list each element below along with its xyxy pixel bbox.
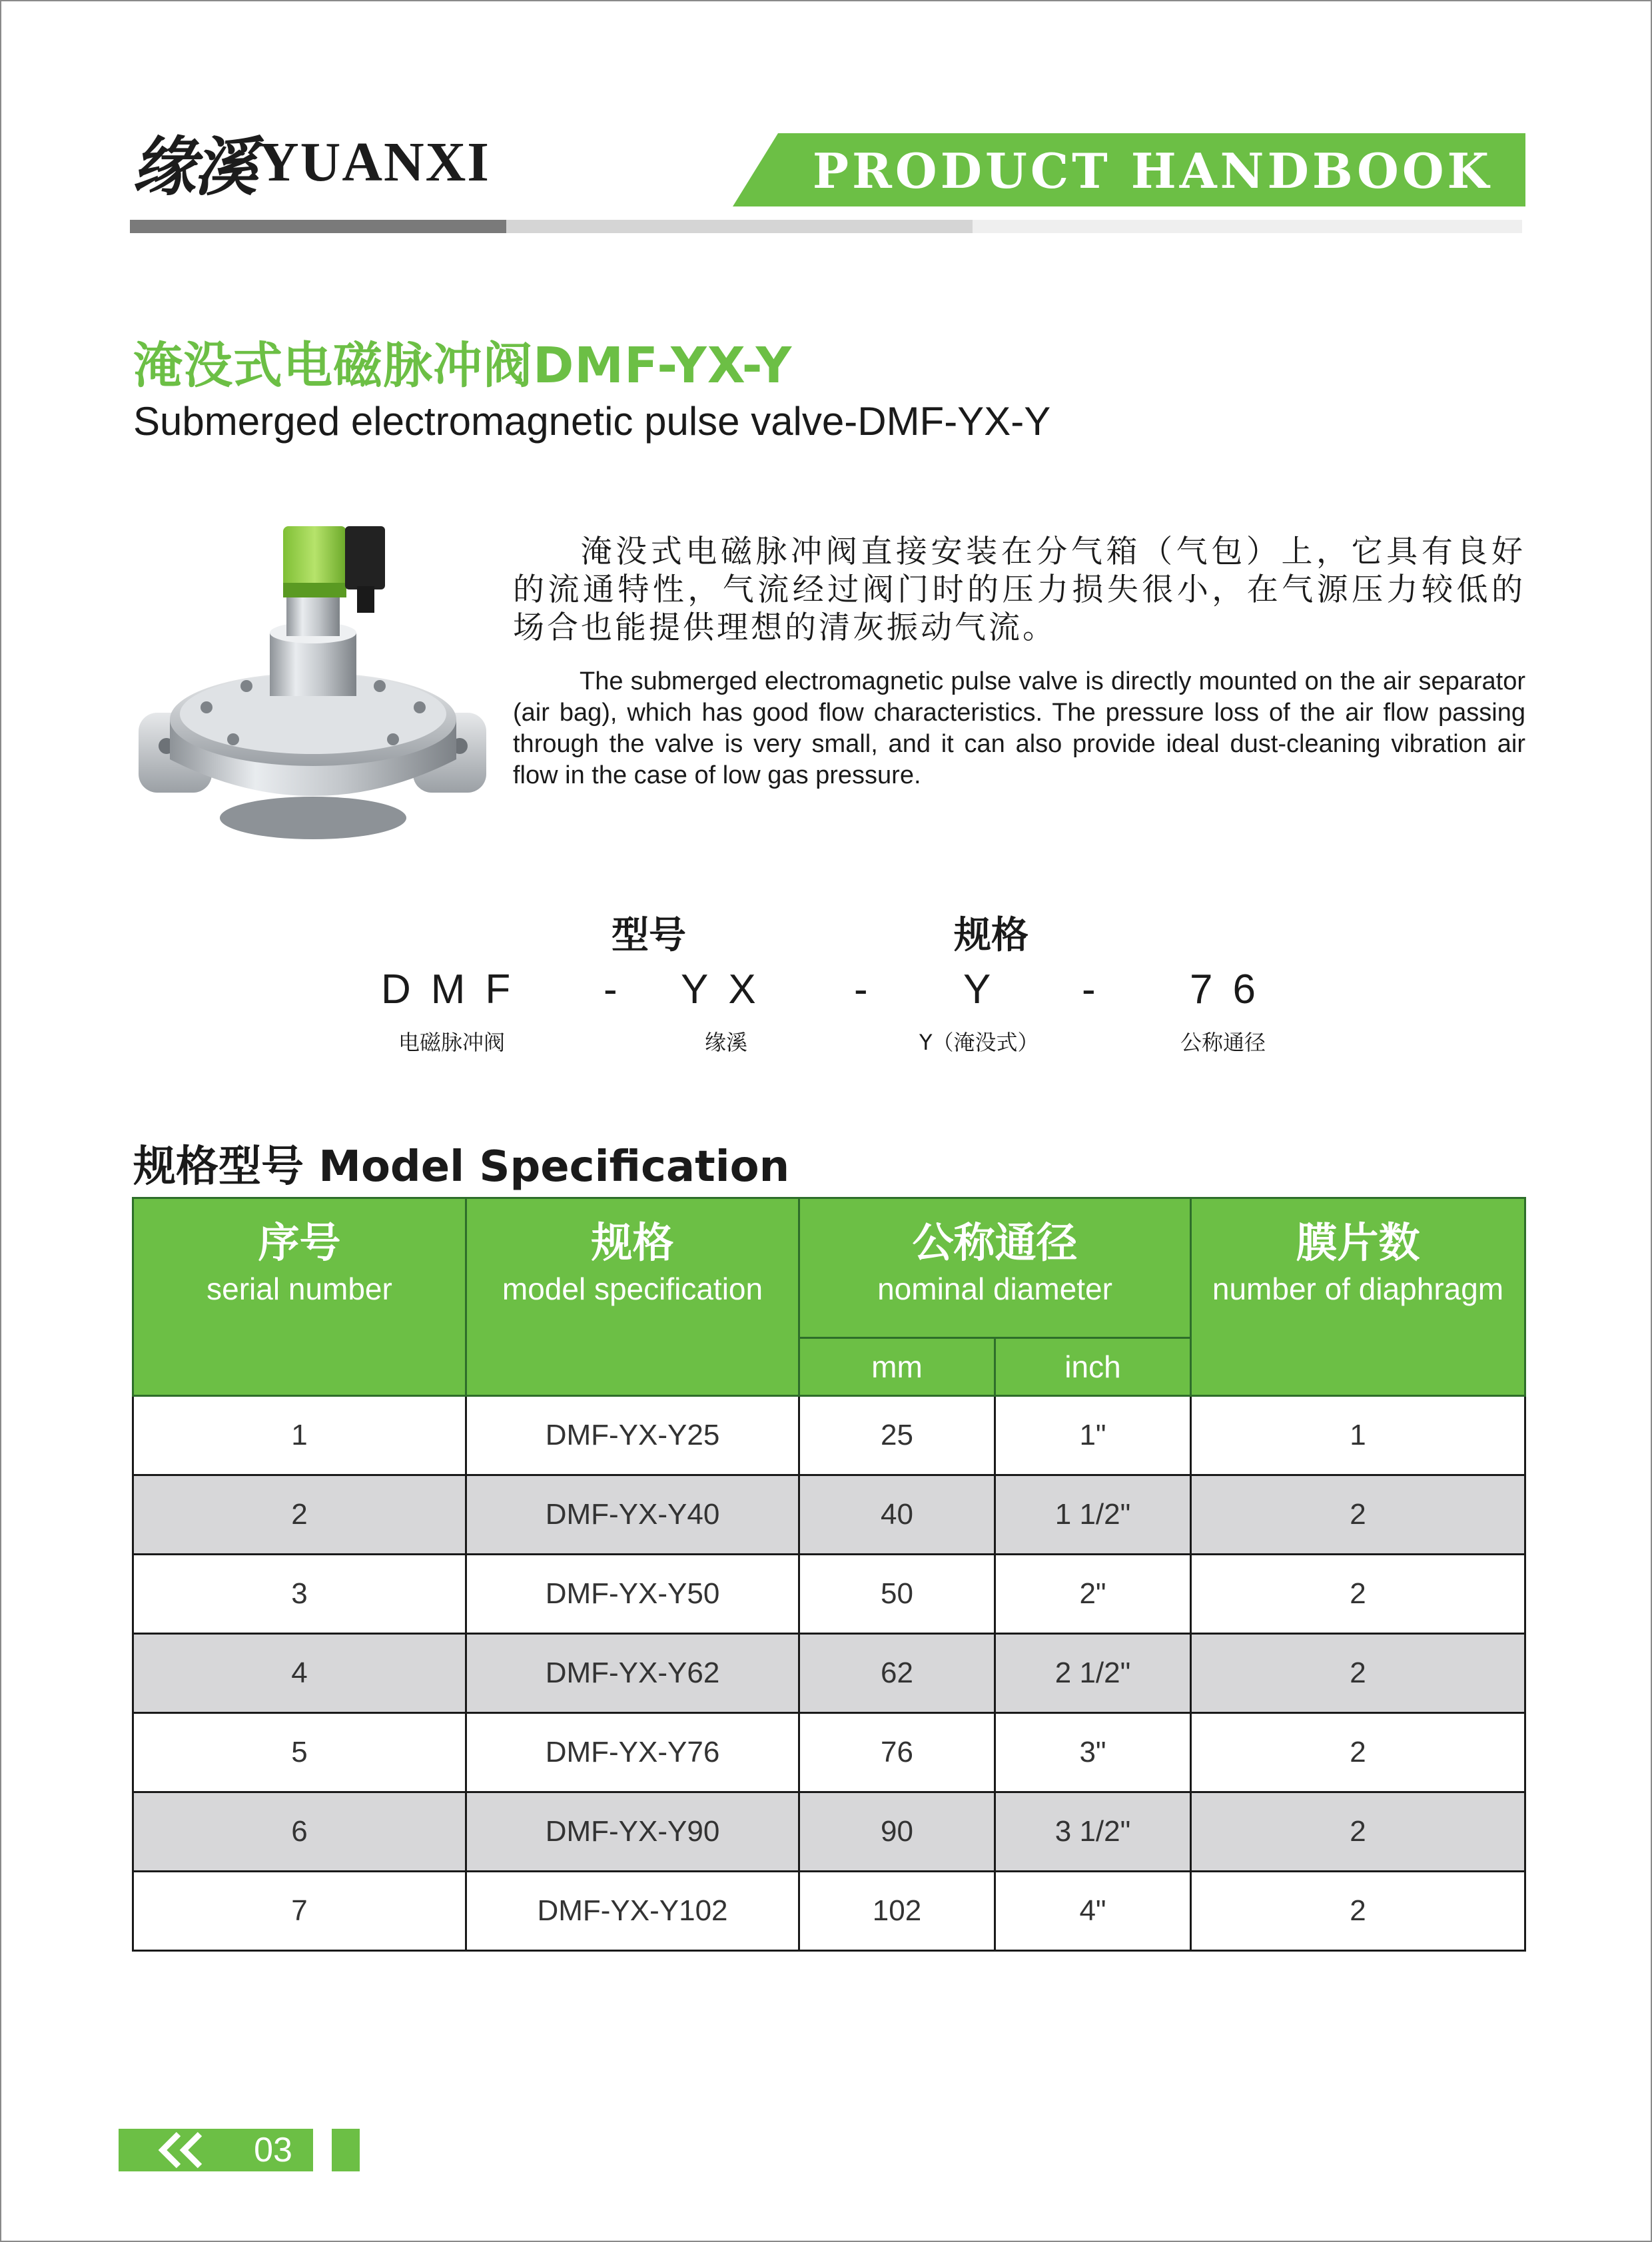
cell-inch: 1" bbox=[995, 1396, 1191, 1475]
cell-model: DMF-YX-Y50 bbox=[466, 1555, 799, 1634]
cell-diaphragm: 1 bbox=[1191, 1396, 1525, 1475]
code-note-1: 电磁脉冲阀 bbox=[398, 1030, 506, 1055]
cell-serial: 7 bbox=[133, 1872, 466, 1951]
header-serial-cn: 序号 bbox=[258, 1218, 341, 1267]
table-row bbox=[133, 1713, 1525, 1792]
header-model bbox=[466, 1198, 799, 1396]
product-title-en: Submerged electromagnetic pulse valve-DMF-YX-Y bbox=[133, 399, 1051, 444]
header-diaphragm-en: number of diaphragm bbox=[1212, 1272, 1504, 1306]
cell-diaphragm: 2 bbox=[1191, 1792, 1525, 1872]
cell-mm: 62 bbox=[799, 1634, 995, 1713]
cell-inch: 4" bbox=[995, 1872, 1191, 1951]
cell-mm: 102 bbox=[799, 1872, 995, 1951]
code-part-y: Y bbox=[963, 966, 1011, 1012]
header-serial-en: serial number bbox=[206, 1272, 392, 1306]
description-chinese bbox=[513, 533, 1525, 647]
spec-table bbox=[132, 1197, 1526, 1952]
page-number-accent bbox=[332, 2129, 360, 2171]
cell-inch: 3" bbox=[995, 1713, 1191, 1792]
table-row bbox=[133, 1634, 1525, 1713]
header-rule-dark bbox=[130, 220, 506, 233]
cell-mm: 40 bbox=[799, 1475, 995, 1555]
cell-mm: 76 bbox=[799, 1713, 995, 1792]
cell-model: DMF-YX-Y62 bbox=[466, 1634, 799, 1713]
cell-mm: 50 bbox=[799, 1555, 995, 1634]
cell-serial: 2 bbox=[133, 1475, 466, 1555]
cell-inch: 2 1/2" bbox=[995, 1634, 1191, 1713]
description-english bbox=[513, 666, 1525, 791]
model-label: 型号 bbox=[612, 914, 686, 957]
header-diaphragm-cn: 膜片数 bbox=[1296, 1218, 1420, 1267]
cell-serial: 6 bbox=[133, 1792, 466, 1872]
cell-serial: 5 bbox=[133, 1713, 466, 1792]
double-chevron-left-icon bbox=[153, 2131, 220, 2169]
table-row bbox=[133, 1475, 1525, 1555]
cell-mm: 90 bbox=[799, 1792, 995, 1872]
description-english-text: The submerged electromagnetic pulse valve is directly mounted on the air separator (air bag), which has good flow characteristics. The pressure loss of the air flow passing through the valve is very small, and it can also provide ideal dust-cleaning vibration air flow in the case of low gas pressure. bbox=[513, 667, 1525, 789]
header-diameter-cn: 公称通径 bbox=[912, 1218, 1078, 1267]
code-part-76: 76 bbox=[1190, 966, 1276, 1012]
header-mm: mm bbox=[799, 1338, 995, 1396]
header-diaphragm bbox=[1191, 1198, 1525, 1396]
code-dash-3: - bbox=[1082, 966, 1096, 1012]
code-dash-2: - bbox=[854, 966, 868, 1012]
cell-mm: 25 bbox=[799, 1396, 995, 1475]
header-diameter bbox=[799, 1198, 1191, 1338]
code-note-2: 缘溪 bbox=[705, 1030, 748, 1055]
cell-diaphragm: 2 bbox=[1191, 1872, 1525, 1951]
cell-diaphragm: 2 bbox=[1191, 1634, 1525, 1713]
header-rule-light bbox=[973, 220, 1522, 233]
cell-diaphragm: 2 bbox=[1191, 1713, 1525, 1792]
brand-logo bbox=[132, 125, 490, 204]
table-row bbox=[133, 1396, 1525, 1475]
table-row bbox=[133, 1555, 1525, 1634]
cell-model: DMF-YX-Y25 bbox=[466, 1396, 799, 1475]
cell-inch: 1 1/2" bbox=[995, 1475, 1191, 1555]
cell-inch: 2" bbox=[995, 1555, 1191, 1634]
cell-serial: 1 bbox=[133, 1396, 466, 1475]
cell-serial: 4 bbox=[133, 1634, 466, 1713]
header-serial bbox=[133, 1198, 466, 1396]
table-row bbox=[133, 1872, 1525, 1951]
pulse-valve-image bbox=[133, 520, 493, 846]
cell-model: DMF-YX-Y40 bbox=[466, 1475, 799, 1555]
spec-section-title: 规格型号 Model Specification bbox=[133, 1142, 790, 1192]
code-part-yx: YX bbox=[681, 966, 776, 1012]
cell-inch: 3 1/2" bbox=[995, 1792, 1191, 1872]
cell-diaphragm: 2 bbox=[1191, 1555, 1525, 1634]
code-part-dmf: DMF bbox=[381, 966, 531, 1012]
header-inch: inch bbox=[995, 1338, 1191, 1396]
table-row bbox=[133, 1792, 1525, 1872]
spec-label: 规格 bbox=[954, 914, 1029, 957]
header-rule-mid bbox=[506, 220, 973, 233]
logo-english: YUANXI bbox=[258, 131, 490, 193]
cell-diaphragm: 2 bbox=[1191, 1475, 1525, 1555]
header-model-cn: 规格 bbox=[591, 1218, 674, 1267]
header-model-en: model specification bbox=[502, 1272, 763, 1306]
cell-model: DMF-YX-Y90 bbox=[466, 1792, 799, 1872]
header-diameter-en: nominal diameter bbox=[877, 1272, 1112, 1306]
cell-model: DMF-YX-Y102 bbox=[466, 1872, 799, 1951]
code-dash-1: - bbox=[604, 966, 618, 1012]
logo-chinese: 缘溪 bbox=[132, 129, 254, 204]
banner-title: PRODUCT HANDBOOK bbox=[812, 143, 1493, 199]
description-chinese-text: 淹没式电磁脉冲阀直接安装在分气箱（气包）上，它具有良好的流通特性，气流经过阀门时的压力损失很小，在气源压力较低的场合也能提供理想的清灰振动气流。 bbox=[513, 534, 1525, 646]
cell-serial: 3 bbox=[133, 1555, 466, 1634]
code-note-3: Y（淹没式） bbox=[919, 1030, 1039, 1055]
cell-model: DMF-YX-Y76 bbox=[466, 1713, 799, 1792]
code-note-4: 公称通径 bbox=[1180, 1030, 1266, 1055]
product-title-cn: 淹没式电磁脉冲阀DMF-YX-Y bbox=[133, 337, 793, 394]
page-number: 03 bbox=[254, 2131, 292, 2169]
